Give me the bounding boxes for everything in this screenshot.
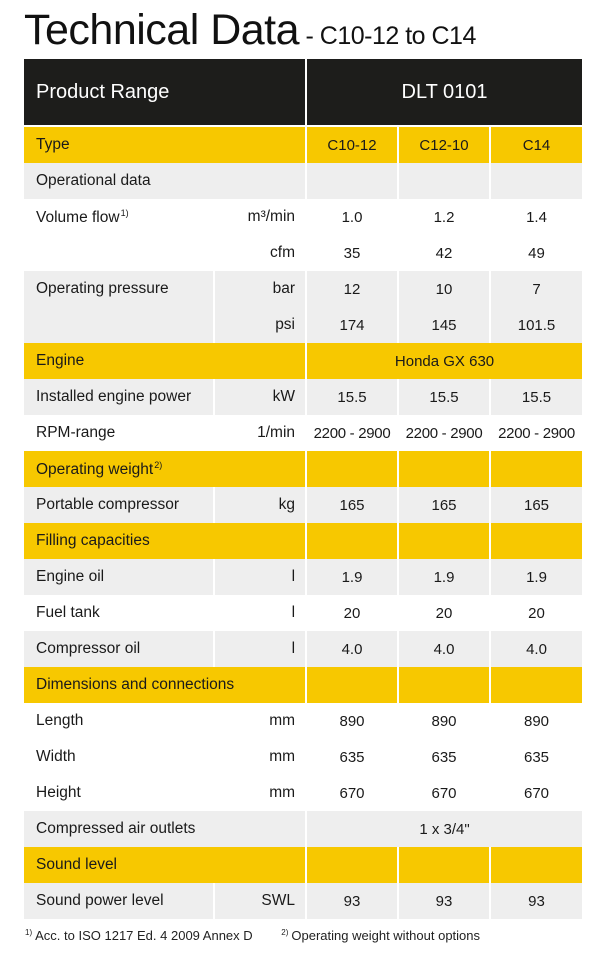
length-label: Length <box>24 703 214 739</box>
table-row <box>24 739 582 775</box>
table-row <box>24 487 582 523</box>
compressor-oil-label: Compressor oil <box>24 631 214 667</box>
footnote-text: Acc. to ISO 1217 Ed. 4 2009 Annex D <box>35 928 253 943</box>
table-row <box>24 271 582 307</box>
technical-data-table <box>24 59 582 919</box>
value-cell: 93 <box>306 883 398 919</box>
value-cell: 42 <box>398 235 490 271</box>
section-heading-row <box>24 343 582 379</box>
value-cell: 20 <box>306 595 398 631</box>
value-cell: 670 <box>490 775 582 811</box>
dimensions-heading: Dimensions and connections <box>24 667 306 703</box>
value-cell: 4.0 <box>490 631 582 667</box>
value-cell: 635 <box>306 739 398 775</box>
footnote-mark: 2) <box>281 928 289 937</box>
footnote-text: Operating weight without options <box>291 928 481 943</box>
table-row <box>24 703 582 739</box>
footnote-2 <box>280 928 480 943</box>
value-cell: 20 <box>490 595 582 631</box>
unit-cell: SWL <box>214 883 306 919</box>
rpm-label: RPM-range <box>24 415 214 451</box>
width-label: Width <box>24 739 214 775</box>
table-header-row <box>24 59 582 126</box>
sound-level-heading: Sound level <box>24 847 306 883</box>
footnote-mark: 1) <box>25 928 33 937</box>
section-heading-row <box>24 847 582 883</box>
table-row <box>24 595 582 631</box>
table-row <box>24 775 582 811</box>
value-cell: 165 <box>306 487 398 523</box>
value-cell: 1.4 <box>490 199 582 235</box>
value-cell: 670 <box>306 775 398 811</box>
value-cell: 145 <box>398 307 490 343</box>
unit-cell: mm <box>214 703 306 739</box>
value-cell: 4.0 <box>306 631 398 667</box>
operational-data-heading: Operational data <box>24 163 306 199</box>
volume-flow-label <box>24 199 214 235</box>
unit-cell: mm <box>214 775 306 811</box>
value-cell: 7 <box>490 271 582 307</box>
unit-cell: kg <box>214 487 306 523</box>
unit-cell: kW <box>214 379 306 415</box>
table-row <box>24 199 582 235</box>
fuel-tank-label: Fuel tank <box>24 595 214 631</box>
footnote-mark: 2) <box>154 459 163 470</box>
section-heading-row <box>24 451 582 487</box>
table-row <box>24 379 582 415</box>
value-cell: 93 <box>490 883 582 919</box>
section-heading-row <box>24 163 582 199</box>
air-outlets-value: 1 x 3/4" <box>306 811 582 847</box>
value-cell: 670 <box>398 775 490 811</box>
value-cell: 635 <box>490 739 582 775</box>
value-cell: 15.5 <box>398 379 490 415</box>
unit-cell: l <box>214 631 306 667</box>
value-cell: 10 <box>398 271 490 307</box>
engine-oil-label: Engine oil <box>24 559 214 595</box>
operating-pressure-label: Operating pressure <box>24 271 214 307</box>
title-main: Technical Data <box>24 6 300 54</box>
unit-cell: 1/min <box>214 415 306 451</box>
product-range-label: Product Range <box>24 59 306 126</box>
page-title <box>24 6 476 55</box>
air-outlets-label: Compressed air outlets <box>24 811 306 847</box>
unit-cell: bar <box>214 271 306 307</box>
value-cell: 35 <box>306 235 398 271</box>
height-label: Height <box>24 775 214 811</box>
value-cell: 12 <box>306 271 398 307</box>
value-cell: 49 <box>490 235 582 271</box>
table-row <box>24 235 582 271</box>
table-row <box>24 811 582 847</box>
value-cell: 165 <box>398 487 490 523</box>
value-cell: 1.2 <box>398 199 490 235</box>
type-model: C14 <box>490 126 582 163</box>
value-cell: 890 <box>490 703 582 739</box>
value-cell: 1.9 <box>306 559 398 595</box>
type-label: Type <box>24 126 306 163</box>
value-cell: 4.0 <box>398 631 490 667</box>
filling-capacities-heading: Filling capacities <box>24 523 306 559</box>
unit-cell: psi <box>214 307 306 343</box>
value-cell: 2200 - 2900 <box>490 415 582 451</box>
engine-model: Honda GX 630 <box>306 343 582 379</box>
engine-power-label: Installed engine power <box>24 379 214 415</box>
type-model: C12-10 <box>398 126 490 163</box>
value-cell: 1.0 <box>306 199 398 235</box>
unit-cell: cfm <box>214 235 306 271</box>
table-row <box>24 883 582 919</box>
unit-cell: mm <box>214 739 306 775</box>
value-cell: 1.9 <box>490 559 582 595</box>
type-row <box>24 126 582 163</box>
title-sub: - C10-12 to C14 <box>299 22 476 50</box>
value-cell: 2200 - 2900 <box>398 415 490 451</box>
table-row <box>24 631 582 667</box>
section-heading-row <box>24 667 582 703</box>
footnote-mark: 1) <box>120 207 129 218</box>
value-cell: 101.5 <box>490 307 582 343</box>
unit-cell: l <box>214 559 306 595</box>
sound-power-label: Sound power level <box>24 883 214 919</box>
engine-heading: Engine <box>24 343 306 379</box>
section-heading-row <box>24 523 582 559</box>
value-cell: 165 <box>490 487 582 523</box>
operating-weight-heading <box>24 451 306 487</box>
value-cell: 174 <box>306 307 398 343</box>
footnotes <box>24 928 480 943</box>
value-cell: 1.9 <box>398 559 490 595</box>
unit-cell: l <box>214 595 306 631</box>
value-cell: 15.5 <box>306 379 398 415</box>
operating-weight-text: Operating weight <box>36 460 154 478</box>
type-model: C10-12 <box>306 126 398 163</box>
value-cell: 890 <box>306 703 398 739</box>
value-cell: 890 <box>398 703 490 739</box>
volume-flow-text: Volume flow <box>36 208 120 226</box>
unit-cell: m³/min <box>214 199 306 235</box>
product-model: DLT 0101 <box>306 59 582 126</box>
value-cell: 93 <box>398 883 490 919</box>
portable-compressor-label: Portable compressor <box>24 487 214 523</box>
value-cell: 2200 - 2900 <box>306 415 398 451</box>
value-cell: 20 <box>398 595 490 631</box>
table-row <box>24 559 582 595</box>
footnote-1 <box>24 928 253 943</box>
table-row <box>24 415 582 451</box>
value-cell: 635 <box>398 739 490 775</box>
value-cell: 15.5 <box>490 379 582 415</box>
table-row <box>24 307 582 343</box>
